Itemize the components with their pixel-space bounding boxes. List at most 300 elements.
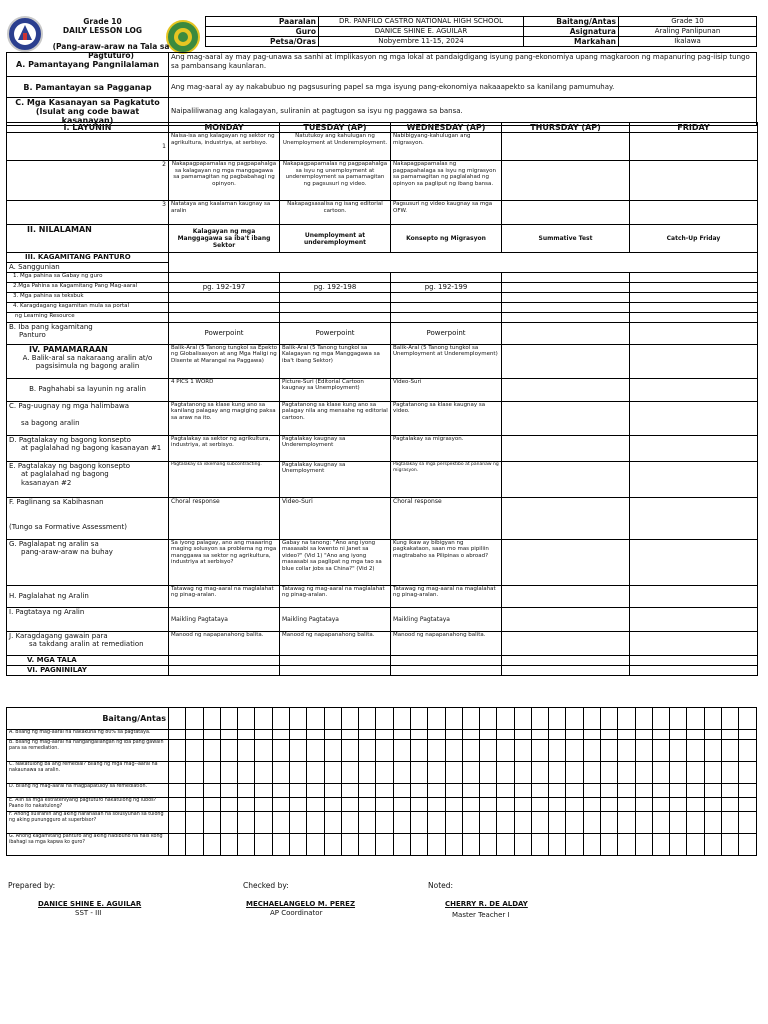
reflection-grid-cell — [566, 834, 583, 856]
reflection-grid-cell — [255, 730, 272, 740]
pamamaraan-cell: Pagtalakay sa migrasyon. — [391, 435, 502, 461]
reflection-grid-cell — [514, 762, 531, 784]
reflection-grid-cell — [445, 740, 462, 762]
checked-by-name: MECHAELANGELO M. PEREZ — [246, 900, 356, 908]
nilalaman-cell: Kalagayan ng mga Manggagawa sa iba't ibang Sektor — [169, 225, 280, 253]
powerpoint-cell: Powerpoint — [280, 322, 391, 344]
reflection-grid-cell — [704, 708, 721, 730]
reflection-grid-cell — [428, 798, 445, 812]
nilalaman-label: II. NILALAMAN — [7, 225, 169, 253]
reflection-grid-cell — [652, 762, 669, 784]
pamamaraan-cell: Maikling Pagtataya — [169, 607, 280, 631]
reflection-grid-cell — [687, 730, 704, 740]
pamamaraan-cell: Pagtalakay kaugnay sa Unemployment — [280, 461, 391, 497]
reflection-grid-cell — [531, 708, 548, 730]
paaralan-label: Paaralan — [206, 17, 319, 27]
reflection-grid-cell — [704, 798, 721, 812]
reflection-grid-cell — [687, 708, 704, 730]
kasanayan-text: Naipaliliwanag ang kalagayan, suliranin at pagtugon sa isyu ng paggawa sa bansa. — [169, 98, 757, 126]
reflection-grid-cell — [410, 834, 427, 856]
reflection-grid-cell — [169, 834, 186, 856]
layunin-header: I. LAYUNIN — [7, 123, 169, 133]
reflection-grid-cell — [583, 762, 600, 784]
reflection-grid-cell — [704, 834, 721, 856]
reflection-grid-cell — [618, 730, 635, 740]
header-table — [205, 16, 757, 47]
pamamaraan-cell: Maikling Pagtataya — [280, 607, 391, 631]
reflection-grid-cell — [480, 784, 497, 798]
reflection-grid-cell — [462, 834, 479, 856]
reflection-grid-cell — [480, 708, 497, 730]
reflection-grid-cell — [583, 730, 600, 740]
reflection-grid-cell — [238, 784, 255, 798]
reflection-grid-cell — [324, 834, 341, 856]
prepared-by-title: SST - III — [75, 909, 102, 917]
reflection-grid-cell — [359, 740, 376, 762]
reflection-grid-cell — [549, 784, 566, 798]
reflection-grid-cell — [566, 740, 583, 762]
pagninilay-b-label: B. Bilang ng mag-aaral na nangangailangan ng iba pang gawain para sa remediation. — [7, 740, 169, 762]
reflection-grid-cell — [635, 834, 652, 856]
reflection-grid-cell — [549, 798, 566, 812]
layunin-number: 1 — [7, 133, 169, 161]
reflection-grid-cell — [324, 740, 341, 762]
reflection-grid-cell — [583, 784, 600, 798]
pagninilay-g-label: G. Anong kagamitang panturo ang aking nadibuho na nais kong ibahagi sa mga kapwa ko guro? — [7, 834, 169, 856]
reflection-grid-cell — [566, 798, 583, 812]
nilalaman-cell: Konsepto ng Migrasyon — [391, 225, 502, 253]
reflection-grid-cell — [601, 730, 618, 740]
guro-label: Guro — [206, 27, 319, 37]
pamamaraan-f-label: F. Paglinang sa Kabihasnan — [9, 497, 104, 506]
reflection-grid-cell — [220, 784, 237, 798]
reflection-grid-cell — [428, 730, 445, 740]
prepared-by-name: DANICE SHINE E. AGUILAR — [38, 900, 142, 908]
reflection-grid-cell — [652, 798, 669, 812]
reflection-grid-cell — [376, 762, 393, 784]
reflection-grid-cell — [514, 812, 531, 834]
reflection-grid-cell — [635, 798, 652, 812]
reflection-grid-cell — [428, 762, 445, 784]
reflection-grid-cell — [220, 834, 237, 856]
reflection-grid-cell — [583, 834, 600, 856]
reflection-grid-cell — [203, 740, 220, 762]
pamamaraan-cell: Pagtalakay sa sektor ng agrikultura, industriya, at serbisyo. — [169, 435, 280, 461]
reflection-grid-cell — [601, 798, 618, 812]
reflection-grid-cell — [739, 730, 757, 740]
reflection-grid-cell — [687, 834, 704, 856]
reflection-grid-cell — [186, 730, 203, 740]
reflection-grid-cell — [739, 834, 757, 856]
tuesday-header: TUESDAY (AP) — [280, 123, 391, 133]
checked-by-label: Checked by: — [243, 881, 289, 890]
reflection-grid-cell — [462, 708, 479, 730]
pamamaraan-cell: Choral response — [391, 497, 502, 539]
pamamaraan-cell: Pagtalakay sa mga perspektibo at pananaw ng migrasyon. — [391, 461, 502, 497]
pamamaraan-cell: Sa iyong palagay, ano ang maaaring maging solusyon sa problema ng mga manggawa sa sektor ng agrikultura, industriya at serbisyo? — [169, 539, 280, 585]
nilalaman-cell: Catch-Up Friday — [630, 225, 758, 253]
reflection-grid-cell — [307, 708, 324, 730]
reflection-grid-cell — [272, 740, 289, 762]
reflection-grid-cell — [480, 762, 497, 784]
reflection-grid-cell — [531, 834, 548, 856]
reflection-grid-cell — [289, 834, 306, 856]
reflection-grid-cell — [203, 762, 220, 784]
reflection-grid-cell — [272, 730, 289, 740]
reflection-grid-cell — [583, 708, 600, 730]
pamamaraan-d-label: D. Pagtalakay ng bagong konsepto — [9, 435, 131, 444]
reflection-grid-cell — [652, 730, 669, 740]
reflection-grid-cell — [376, 812, 393, 834]
asignatura-label: Asignatura — [524, 27, 619, 37]
pamamaraan-cell: Pagtatanong sa klase kung ano sa kanilang palagay ang magiging paksa sa araw na ito. — [169, 401, 280, 435]
reflection-grid-cell — [341, 740, 358, 762]
reflection-grid-cell — [445, 812, 462, 834]
reflection-grid-cell — [272, 812, 289, 834]
reflection-grid-cell — [186, 784, 203, 798]
reflection-grid-cell — [514, 784, 531, 798]
reflection-grid-cell — [255, 762, 272, 784]
reflection-grid-cell — [531, 812, 548, 834]
pamamaraan-cell: Gabay na tanong: "Ano ang iyong masasabi sa kwento ni Janet sa video?" (Vid 1) "Ano ang iyong masasabi sa paglipat ng mga tao sa blue collar jobs sa China?" (Vid 2) — [280, 539, 391, 585]
pamamaraan-a-label: A. Balik-aral sa nakaraang aralin at/o pagsisimula ng bagong aralin — [22, 353, 153, 370]
reflection-grid-cell — [462, 812, 479, 834]
pamamaraan-cell: Kung ikaw ay bibigyan ng pagkakataon, saan mo mas pipiliin magtrabaho sa Pilipinas o abroad? — [391, 539, 502, 585]
reflection-grid-cell — [549, 812, 566, 834]
nilalaman-cell: Unemployment at underemployment — [280, 225, 391, 253]
pamamaraan-label: IV. PAMAMARAAN — [29, 344, 108, 354]
checked-by-title: AP Coordinator — [270, 909, 323, 917]
pamamaraan-cell: Pagtatanong sa klase kung ano sa palagay nila ang mensahe ng editorial cartoon. — [280, 401, 391, 435]
reflection-grid-cell — [272, 784, 289, 798]
pamamaraan-cell: Pagtalakay kaugnay sa Underemployment — [280, 435, 391, 461]
reflection-grid-cell — [670, 798, 687, 812]
reflection-grid-cell — [255, 834, 272, 856]
reflection-grid-cell — [376, 798, 393, 812]
reflection-grid-cell — [497, 708, 514, 730]
kagamitan-label: III. KAGAMITANG PANTURO — [7, 253, 169, 263]
layunin-number: 3 — [7, 201, 169, 225]
reflection-grid-cell — [480, 834, 497, 856]
reflection-grid-cell — [480, 740, 497, 762]
reflection-grid-cell — [704, 784, 721, 798]
baitang-antas-label: Baitang/Antas — [7, 708, 169, 730]
reflection-grid-cell — [169, 762, 186, 784]
reflection-grid-cell — [722, 784, 739, 798]
pamantayang-pangnilalaman-label: A. Pamantayang Pangnilalaman — [7, 53, 169, 77]
pamamaraan-cell: Balik-Aral (5 Tanong tungkol sa Unemployment at Underemployment) — [391, 344, 502, 378]
nilalaman-cell: Summative Test — [502, 225, 630, 253]
kagamitan-row-label: 1. Mga pahina sa Gabay ng guro — [7, 272, 169, 282]
reflection-grid-cell — [722, 798, 739, 812]
reflection-grid-cell — [652, 812, 669, 834]
reflection-grid-cell — [566, 708, 583, 730]
reflection-grid-cell — [359, 784, 376, 798]
noted-name: CHERRY R. DE ALDAY — [445, 900, 528, 908]
reflection-grid-cell — [255, 740, 272, 762]
pamamaraan-e-label-3: kasanayan #2 — [21, 478, 72, 487]
reflection-grid-cell — [238, 730, 255, 740]
pamamaraan-cell: 4 PICS 1 WORD — [169, 378, 280, 401]
reflection-grid-cell — [652, 784, 669, 798]
reflection-grid-cell — [618, 762, 635, 784]
reflection-grid-cell — [652, 708, 669, 730]
reflection-grid-cell — [445, 834, 462, 856]
reflection-grid-cell — [220, 708, 237, 730]
reflection-grid-cell — [324, 708, 341, 730]
pamamaraan-cell: Pagtatanong sa klase kaugnay sa video. — [391, 401, 502, 435]
reflection-grid-cell — [307, 834, 324, 856]
reflection-grid-cell — [341, 708, 358, 730]
reflection-grid-cell — [272, 798, 289, 812]
layunin-cell: Nakapagpapamalas ng pagpapahalga sa kalagayan ng mga manggagawa sa pamamagitan ng pagbabahagi ng opinyon. — [169, 161, 280, 201]
reflection-grid-cell — [549, 708, 566, 730]
pamamaraan-cell: Balik-Aral (5 Tanong tungkol sa Kalagayan ng mga Manggagawa sa iba't ibang Sektor) — [280, 344, 391, 378]
reflection-grid-cell — [376, 784, 393, 798]
reflection-grid-cell — [393, 784, 410, 798]
reflection-grid-cell — [462, 740, 479, 762]
reflection-grid-cell — [635, 812, 652, 834]
reflection-grid-cell — [462, 762, 479, 784]
reflection-grid-cell — [687, 784, 704, 798]
pamamaraan-d-label-2: at paglalahad ng bagong kasanayan #1 — [21, 444, 162, 452]
objectives-table — [6, 52, 757, 126]
pamamaraan-cell: Tatawag ng mag-aaral na maglalahat ng pinag-aralan. — [391, 585, 502, 607]
pagninilay-a-label: A. Bilang ng mag-aaral na nakakuha ng 80% sa pagtataya. — [7, 730, 169, 740]
powerpoint-cell: Powerpoint — [169, 322, 280, 344]
reflection-grid-cell — [393, 834, 410, 856]
reflection-grid-cell — [497, 740, 514, 762]
pamamaraan-j-label: J. Karagdagang gawain para — [9, 631, 108, 640]
pamamaraan-cell: Maikling Pagtataya — [391, 607, 502, 631]
reflection-grid-cell — [670, 784, 687, 798]
reflection-grid-cell — [341, 762, 358, 784]
reflection-grid-cell — [531, 762, 548, 784]
pamamaraan-h-label: H. Paglalahat ng Aralin — [7, 585, 169, 607]
reflection-grid-cell — [739, 762, 757, 784]
reflection-grid-cell — [445, 708, 462, 730]
reflection-grid-cell — [566, 812, 583, 834]
reflection-grid-cell — [601, 834, 618, 856]
reflection-grid-cell — [704, 730, 721, 740]
layunin-number: 2 — [7, 161, 169, 201]
reflection-grid-cell — [169, 730, 186, 740]
reflection-grid-cell — [255, 798, 272, 812]
reflection-grid-cell — [531, 798, 548, 812]
pamamaraan-c-label-2: sa bagong aralin — [21, 418, 80, 427]
log-subtitle: (Pang-araw-araw na Tala sa Pagtuturo) — [52, 42, 170, 60]
reflection-grid-cell — [549, 834, 566, 856]
reflection-grid-cell — [583, 740, 600, 762]
reflection-grid-cell — [428, 812, 445, 834]
wednesday-header: WEDNESDAY (AP) — [391, 123, 502, 133]
reflection-grid-cell — [722, 740, 739, 762]
mga-tala-label: V. MGA TALA — [7, 655, 169, 665]
kasanayan-label: C. Mga Kasanayan sa Pagkatuto (Isulat ang code bawat kasanayan) — [7, 98, 169, 126]
reflection-grid-cell — [272, 834, 289, 856]
reflection-grid-cell — [255, 812, 272, 834]
pamamaraan-cell: Choral response — [169, 497, 280, 539]
reflection-grid-cell — [480, 730, 497, 740]
reflection-grid-cell — [410, 784, 427, 798]
lesson-grid — [6, 122, 758, 676]
prepared-by-label: Prepared by: — [8, 881, 56, 890]
baitang-label: Baitang/Antas — [524, 17, 619, 27]
reflection-grid-cell — [670, 762, 687, 784]
iba-pang-kagamitan-label: B. Iba pang kagamitang — [9, 322, 93, 331]
reflection-grid-cell — [376, 740, 393, 762]
reflection-grid-cell — [722, 762, 739, 784]
noted-title: Master Teacher I — [452, 911, 510, 919]
pahina-cell: pg. 192-198 — [280, 282, 391, 292]
pamamaraan-cell: Tatawag ng mag-aaral na maglalahat ng pinag-aralan. — [169, 585, 280, 607]
reflection-grid-cell — [583, 812, 600, 834]
reflection-grid-cell — [272, 708, 289, 730]
reflection-grid-cell — [445, 730, 462, 740]
reflection-grid-cell — [687, 812, 704, 834]
reflection-grid-cell — [704, 740, 721, 762]
reflection-grid-cell — [220, 812, 237, 834]
markahan-value: Ikalawa — [619, 37, 757, 47]
reflection-grid-cell — [341, 798, 358, 812]
reflection-grid-cell — [203, 798, 220, 812]
reflection-grid-cell — [722, 834, 739, 856]
reflection-grid-cell — [289, 708, 306, 730]
reflection-grid-cell — [376, 834, 393, 856]
powerpoint-cell: Powerpoint — [391, 322, 502, 344]
reflection-grid-cell — [289, 812, 306, 834]
reflection-grid-cell — [376, 730, 393, 740]
reflection-grid-cell — [428, 784, 445, 798]
reflection-grid-cell — [410, 762, 427, 784]
reflection-grid-cell — [341, 730, 358, 740]
reflection-grid-cell — [289, 762, 306, 784]
reflection-grid-cell — [514, 834, 531, 856]
reflection-grid-cell — [514, 730, 531, 740]
reflection-grid-cell — [618, 708, 635, 730]
reflection-grid-cell — [601, 762, 618, 784]
reflection-grid-cell — [238, 834, 255, 856]
reflection-grid-cell — [722, 730, 739, 740]
reflection-grid-cell — [393, 762, 410, 784]
layunin-cell: Nakapagsasalisa ng isang editorial cartoon. — [280, 201, 391, 225]
reflection-grid-cell — [670, 834, 687, 856]
reflection-table — [6, 707, 757, 856]
reflection-grid-cell — [341, 784, 358, 798]
reflection-grid-cell — [601, 708, 618, 730]
reflection-grid-cell — [531, 730, 548, 740]
reflection-grid-cell — [324, 730, 341, 740]
pamamaraan-j-label-2: sa takdang aralin at remediation — [29, 640, 144, 648]
reflection-grid-cell — [462, 784, 479, 798]
layunin-cell: Nabibigyang-kahulugan ang migrasyon. — [391, 133, 502, 161]
reflection-grid-cell — [445, 798, 462, 812]
reflection-grid-cell — [566, 784, 583, 798]
asignatura-value: Araling Panlipunan — [619, 27, 757, 37]
pamamaraan-i-label: I. Pagtataya ng Aralin — [7, 607, 169, 631]
guro-value: DANICE SHINE E. AGUILAR — [319, 27, 524, 37]
reflection-grid-cell — [428, 708, 445, 730]
reflection-grid-cell — [722, 812, 739, 834]
reflection-grid-cell — [618, 740, 635, 762]
reflection-grid-cell — [514, 708, 531, 730]
reflection-grid-cell — [324, 798, 341, 812]
reflection-grid-cell — [497, 798, 514, 812]
reflection-grid-cell — [410, 708, 427, 730]
reflection-grid-cell — [635, 730, 652, 740]
reflection-grid-cell — [722, 708, 739, 730]
reflection-grid-cell — [307, 740, 324, 762]
baitang-value: Grade 10 — [619, 17, 757, 27]
reflection-grid-cell — [635, 784, 652, 798]
reflection-grid-cell — [393, 812, 410, 834]
reflection-grid-cell — [359, 730, 376, 740]
reflection-grid-cell — [410, 798, 427, 812]
reflection-grid-cell — [549, 740, 566, 762]
pamamaraan-e-label: E. Pagtalakay ng bagong konsepto — [9, 461, 130, 470]
layunin-cell: Pagsusuri ng video kaugnay sa mga OFW. — [391, 201, 502, 225]
reflection-grid-cell — [238, 762, 255, 784]
pagninilay-label: VI. PAGNINILAY — [7, 665, 169, 675]
reflection-grid-cell — [566, 762, 583, 784]
pamamaraan-cell: Balik-Aral (5 Tanong tungkol sa Epekto ng Globalisasyon at ang Mga Haligi ng Disente at Marangal na Paggawa) — [169, 344, 280, 378]
reflection-grid-cell — [670, 812, 687, 834]
reflection-grid-cell — [307, 812, 324, 834]
reflection-grid-cell — [324, 762, 341, 784]
reflection-grid-cell — [238, 798, 255, 812]
reflection-grid-cell — [359, 812, 376, 834]
reflection-grid-cell — [410, 730, 427, 740]
reflection-grid-cell — [186, 834, 203, 856]
reflection-grid-cell — [497, 834, 514, 856]
pamamaraan-e-label-2: at paglalahad ng bagong — [21, 470, 109, 478]
reflection-grid-cell — [445, 762, 462, 784]
pamamaraan-cell: Manood ng napapanahong balita. — [391, 631, 502, 655]
pamamaraan-g-label: G. Paglalapat ng aralin sa — [9, 539, 99, 548]
reflection-grid-cell — [393, 740, 410, 762]
reflection-grid-cell — [186, 762, 203, 784]
pamamaraan-cell: Manood ng napapanahong balita. — [169, 631, 280, 655]
reflection-grid-cell — [445, 784, 462, 798]
reflection-grid-cell — [220, 798, 237, 812]
reflection-grid-cell — [410, 812, 427, 834]
reflection-grid-cell — [687, 762, 704, 784]
reflection-grid-cell — [480, 798, 497, 812]
layunin-cell: Natataya ang kaalaman kaugnay sa aralin — [169, 201, 280, 225]
reflection-grid-cell — [324, 784, 341, 798]
reflection-grid-cell — [670, 708, 687, 730]
pamamaraan-cell: Manood ng napapanahong balita. — [280, 631, 391, 655]
pagninilay-d-label: D. Bilang ng mag-aaral na magpapatuloy sa remediation. — [7, 784, 169, 798]
reflection-grid-cell — [497, 730, 514, 740]
reflection-grid-cell — [497, 762, 514, 784]
reflection-grid-cell — [687, 798, 704, 812]
kagamitan-row-label: 4. Karagdagang kagamitan mula sa portal — [7, 302, 169, 312]
reflection-grid-cell — [462, 798, 479, 812]
reflection-grid-cell — [376, 708, 393, 730]
layunin-cell: Nakapagpapamalas ng pagpapahalga sa isyu ng unemployment at underemployment sa pamamagitan ng pagsusuri ng video. — [280, 161, 391, 201]
kagamitan-row-label: 3. Mga pahina sa teksbuk — [7, 292, 169, 302]
reflection-grid-cell — [307, 798, 324, 812]
reflection-grid-cell — [480, 812, 497, 834]
reflection-grid-cell — [203, 834, 220, 856]
reflection-grid-cell — [652, 740, 669, 762]
reflection-grid-cell — [670, 730, 687, 740]
reflection-grid-cell — [618, 784, 635, 798]
pahina-cell: pg. 192-197 — [169, 282, 280, 292]
reflection-grid-cell — [393, 730, 410, 740]
reflection-grid-cell — [739, 812, 757, 834]
